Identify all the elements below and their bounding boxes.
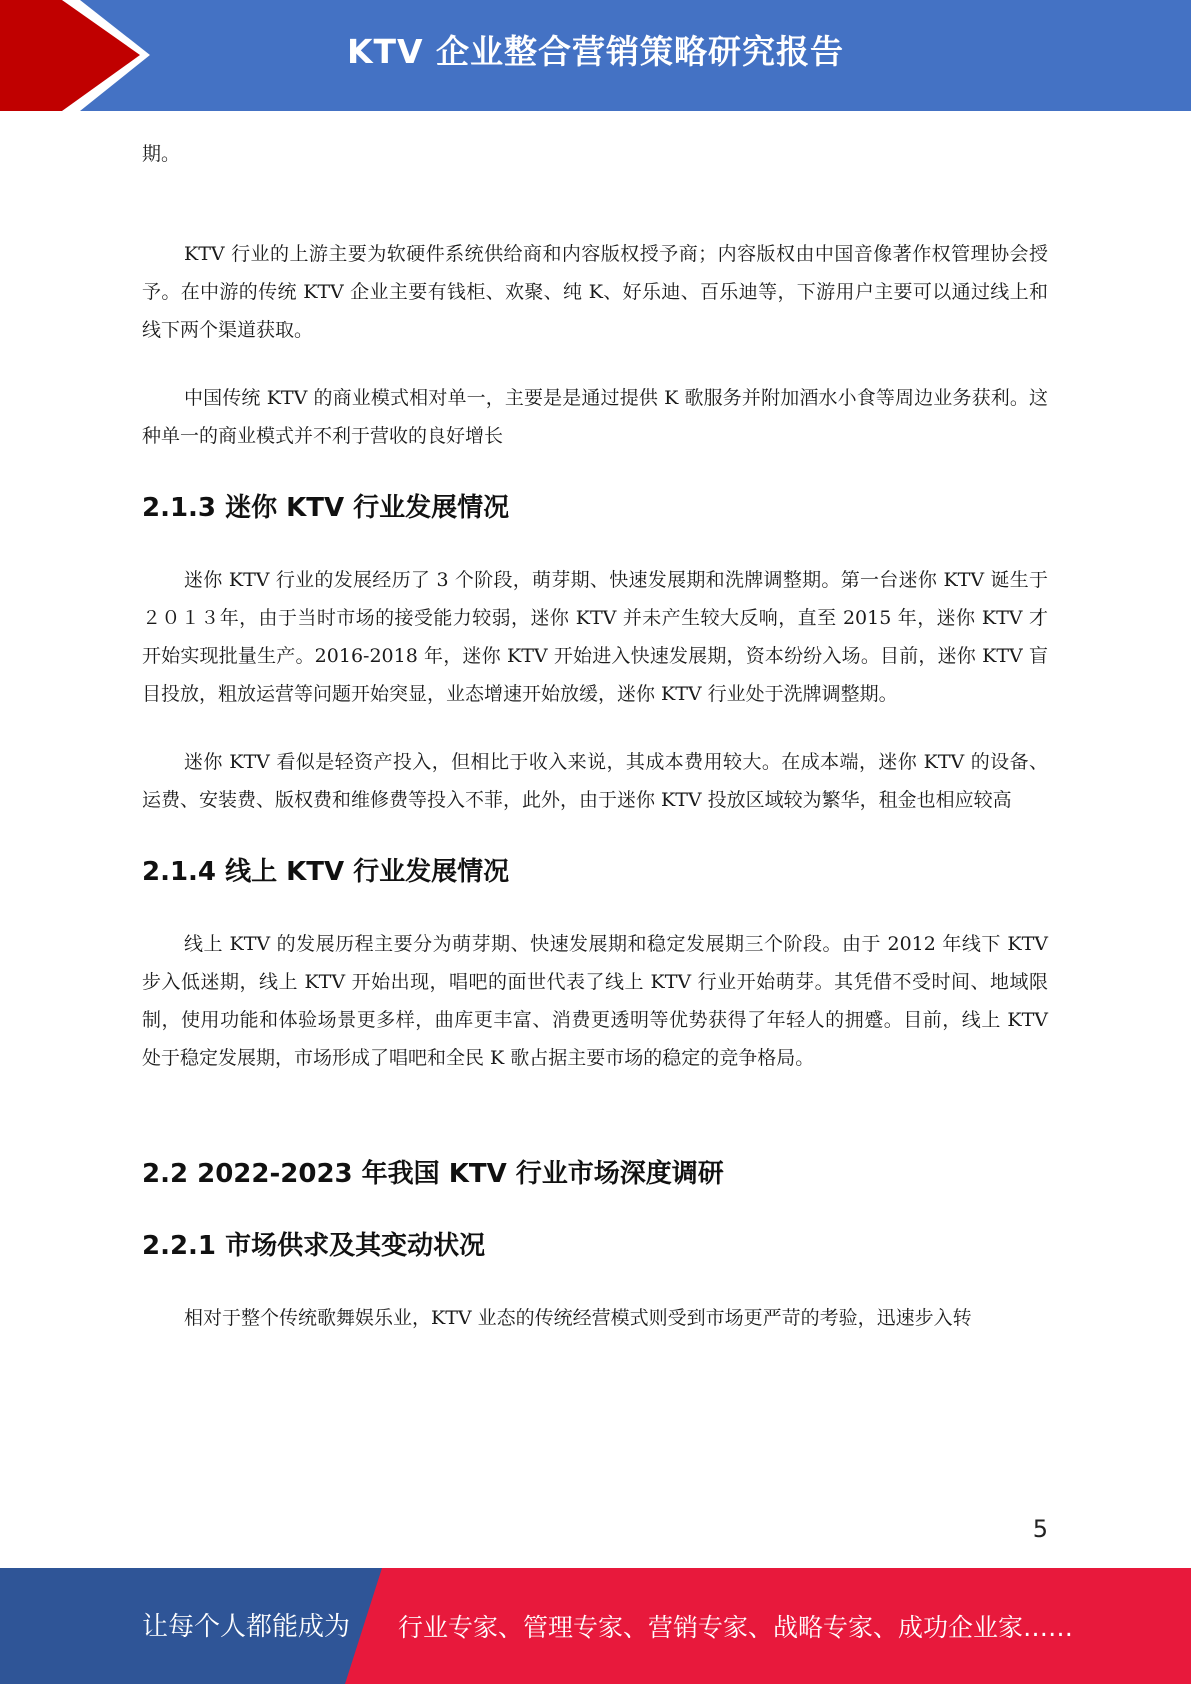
page-number: 5 [1032,1515,1048,1543]
document-body [142,135,1048,1337]
heading-2-2-1: 2.2.1 市场供求及其变动状况 [142,1231,486,1261]
paragraph-business-model: 中国传统 KTV 的商业模式相对单一，主要是是通过提供 K 歌服务并附加酒水小食等周边业务获利。这种单一的商业模式并不利于营收的良好增长 [142,387,1048,447]
heading-2-2: 2.2 2022-2023 年我国 KTV 行业市场深度调研 [142,1159,724,1189]
page-header [0,0,1191,111]
footer-slogan-right: 行业专家、管理专家、营销专家、战略专家、成功企业家…… [398,1613,1074,1642]
footer-slogan-left: 让每个人都能成为 [142,1612,351,1642]
report-title: KTV 企业整合营销策略研究报告 [346,32,845,71]
heading-2-1-3: 2.1.3 迷你 KTV 行业发展情况 [142,493,510,523]
paragraph-upstream: KTV 行业的上游主要为软硬件系统供给商和内容版权授予商；内容版权由中国音像著作权管理协会授予。在中游的传统 KTV 企业主要有钱柜、欢聚、纯 K、好乐迪、百乐迪等，下游用户主要可以通过线上和线下两个渠道获取。 [142,243,1048,341]
page-footer [0,1568,1191,1684]
paragraph-mini-ktv-costs: 迷你 KTV 看似是轻资产投入，但相比于收入来说，其成本费用较大。在成本端，迷你 KTV 的设备、运费、安装费、版权费和维修费等投入不菲，此外，由于迷你 KTV 投放区域较为繁华，租金也相应较高 [142,751,1048,811]
paragraph-market-supply: 相对于整个传统歌舞娱乐业，KTV 业态的传统经营模式则受到市场更严苛的考验，迅速步入转 [184,1307,972,1329]
paragraph-online-ktv: 线上 KTV 的发展历程主要分为萌芽期、快速发展期和稳定发展期三个阶段。由于 2012 年线下 KTV 步入低迷期，线上 KTV 开始出现，唱吧的面世代表了线上 KTV 行业开始萌芽。其凭借不受时间、地域限制，使用功能和体验场景更多样，曲库更丰富、消费更透明等优势获得了年轻人的拥蹙。目前，线上 KTV 处于稳定发展期，市场形成了唱吧和全民 K 歌占据主要市场的稳定的竞争格局。 [142,933,1048,1069]
heading-2-1-4: 2.1.4 线上 KTV 行业发展情况 [142,857,510,887]
paragraph-continuation: 期。 [142,143,181,165]
paragraph-mini-ktv-stages: 迷你 KTV 行业的发展经历了 3 个阶段，萌芽期、快速发展期和洗牌调整期。第一台迷你 KTV 诞生于２０１３年，由于当时市场的接受能力较弱，迷你 KTV 并未产生较大反响，直至 2015 年，迷你 KTV 才开始实现批量生产。2016-2018 年，迷你 KTV 开始进入快速发展期，资本纷纷入场。目前，迷你 KTV 盲目投放，粗放运营等问题开始突显，业态增速开始放缓，迷你 KTV 行业处于洗牌调整期。 [142,569,1048,705]
